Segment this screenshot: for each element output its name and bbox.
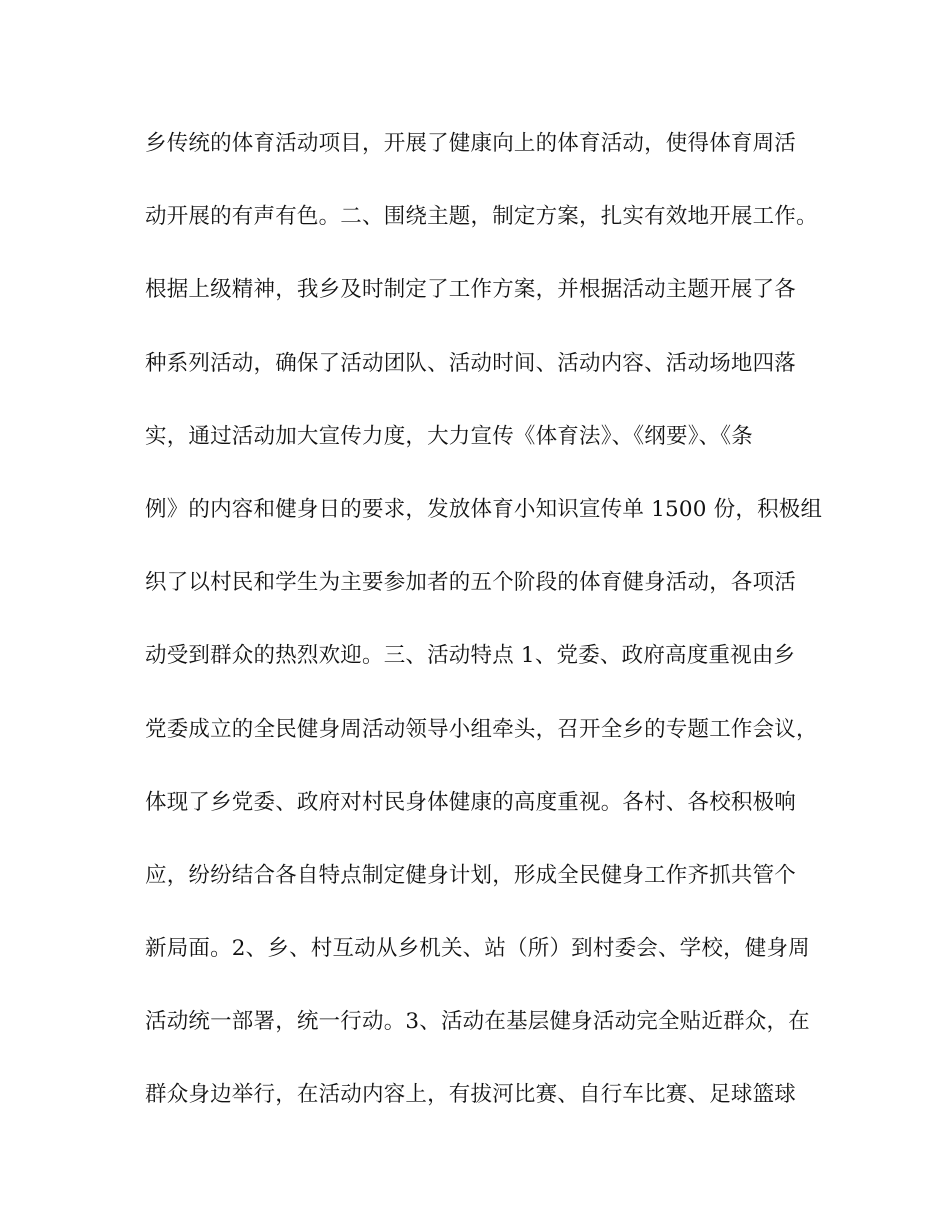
text-line: 种系列活动，确保了活动团队、活动时间、活动内容、活动场地四落 [145,350,797,376]
text-line: 乡传统的体育活动项目，开展了健康向上的体育活动，使得体育周活 [145,131,797,156]
body-text [145,122,823,1147]
text-line: 动开展的有声有色。二、围绕主题，制定方案，扎实有效地开展工作。 [145,204,818,230]
text-line: 活动统一部署，统一行动。3、活动在基层健身活动完全贴近群众，在 [145,1009,810,1035]
text-line: 新局面。2、乡、村互动从乡机关、站（所）到村委会、学校，健身周 [145,936,810,962]
text-line: 体现了乡党委、政府对村民身体健康的高度重视。各村、各校积极响 [145,789,797,815]
text-line: 织了以村民和学生为主要参加者的五个阶段的体育健身活动，各项活 [145,570,797,596]
text-line: 根据上级精神，我乡及时制定了工作方案，并根据活动主题开展了各 [145,277,797,303]
text-line: 党委成立的全民健身周活动领导小组牵头，召开全乡的专题工作会议， [145,716,818,742]
text-line: 实，通过活动加大宣传力度，大力宣传《体育法》、《纲要》、《条 [145,423,754,449]
text-line: 群众身边举行，在活动内容上，有拔河比赛、自行车比赛、足球篮球 [145,1082,797,1108]
text-line: 应，纷纷结合各自特点制定健身计划，形成全民健身工作齐抓共管个 [145,862,797,888]
text-line: 例》的内容和健身日的要求，发放体育小知识宣传单 1500 份，积极组 [145,496,823,522]
text-line: 动受到群众的热烈欢迎。三、活动特点 1、党委、政府高度重视由乡 [145,643,796,669]
